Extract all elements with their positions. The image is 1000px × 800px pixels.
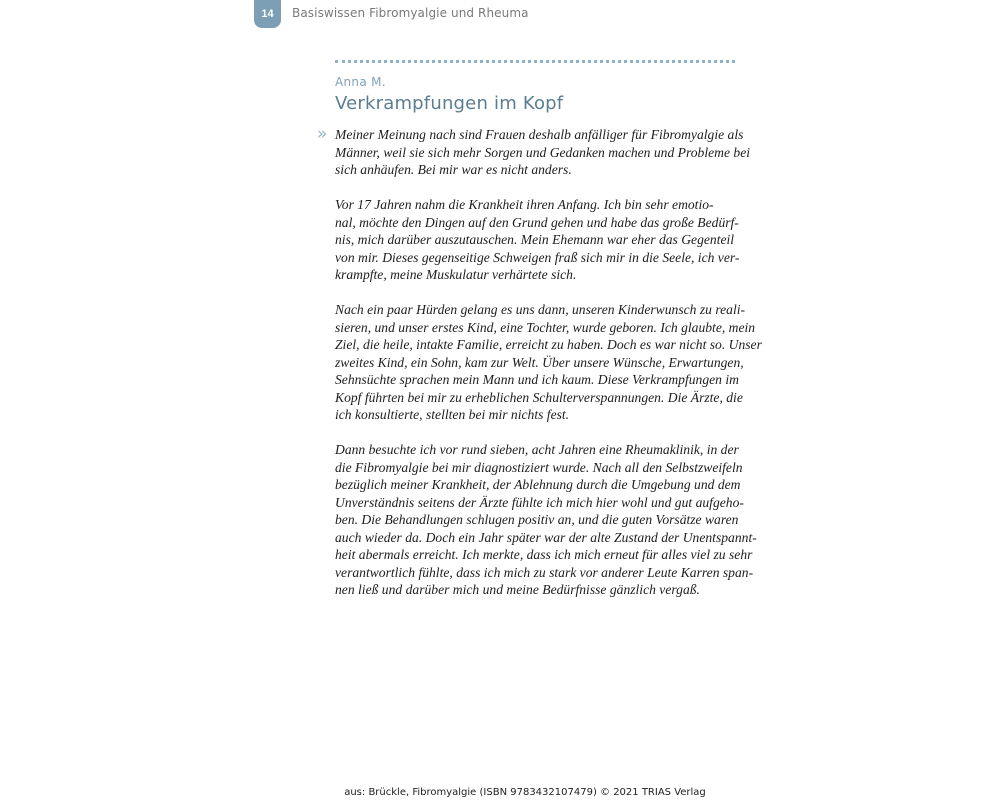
text-line: nen ließ und darüber mich und meine Bedürfnisse gänzlich vergaß. [335,582,700,597]
text-line: von mir. Dieses gegenseitige Schweigen fraß sich mir in die Seele, ich ver- [335,249,740,265]
text-line: Kopf führten bei mir zu erheblichen Schulterverspannungen. Die Ärzte, die [335,389,743,405]
text-line: auch wieder da. Doch ein Jahr später war der alte Zustand der Unentspannt- [335,529,757,545]
text-line: sieren, und unser erstes Kind, eine Tochter, wurde geboren. Ich glaubte, mein [335,319,756,335]
paragraph-4 [335,441,757,599]
paragraph-3 [335,301,762,424]
copyright-footer: aus: Brückle, Fibromyalgie (ISBN 9783432107479) © 2021 TRIAS Verlag [344,787,706,798]
text-line: Dann besuchte ich vor rund sieben, acht Jahren eine Rheumaklinik, in der [335,442,739,457]
text-line: ich konsultierte, stellten bei mir nichts fest. [335,407,570,422]
running-header: Basiswissen Fibromyalgie und Rheuma [292,6,529,20]
text-line: Männer, weil sie sich mehr Sorgen und Gedanken machen und Probleme bei [335,144,751,160]
text-line: sich anhäufen. Bei mir war es nicht anders. [335,162,572,177]
text-line: heit abermals erreicht. Ich merkte, dass ich mich erneut für alles viel zu sehr [335,547,753,562]
text-line: verantwortlich fühlte, dass ich mich zu stark vor anderer Leute Karren span- [335,564,754,580]
quote-mark-icon: » [317,124,328,144]
text-line: zweites Kind, ein Sohn, kam zur Welt. Über unsere Wünsche, Erwartungen, [335,354,744,370]
text-line: bezüglich meiner Krankheit, der Ablehnung durch die Umgebung und dem [335,477,741,492]
dotted-divider [335,60,735,63]
story-author: Anna M. [335,75,386,89]
text-line: die Fibromyalgie bei mir diagnostiziert wurde. Nach all den Selbstzweifeln [335,459,743,475]
text-line: Ziel, die heile, intakte Familie, erreicht zu haben. Doch es war nicht so. Unser [335,337,762,352]
story-title: Verkrampfungen im Kopf [335,93,564,114]
page-number: 14 [254,0,281,28]
text-line: Sehnsüchte sprachen mein Mann und ich kaum. Diese Verkrampfungen im [335,372,739,387]
text-line: Nach ein paar Hürden gelang es uns dann, unseren Kinderwunsch zu reali- [335,302,746,317]
story-body [335,126,762,616]
text-line: nal, möchte den Dingen auf den Grund gehen und habe das große Bedürf- [335,214,739,230]
text-line: Unverständnis seitens der Ärzte fühlte ich mich hier wohl und gut aufgeho- [335,494,744,510]
text-line: nis, mich darüber auszutauschen. Mein Ehemann war eher das Gegenteil [335,232,735,247]
text-line: ben. Die Behandlungen schlugen positiv an, und die guten Vorsätze waren [335,512,739,527]
text-line: Meiner Meinung nach sind Frauen deshalb anfälliger für Fibromyalgie als [335,127,744,142]
text-line: Vor 17 Jahren nahm die Krankheit ihren Anfang. Ich bin sehr emotio- [335,197,714,212]
paragraph-2 [335,196,748,284]
text-line: krampfte, meine Muskulatur verhärtete sich. [335,267,577,282]
paragraph-1 [335,126,751,179]
